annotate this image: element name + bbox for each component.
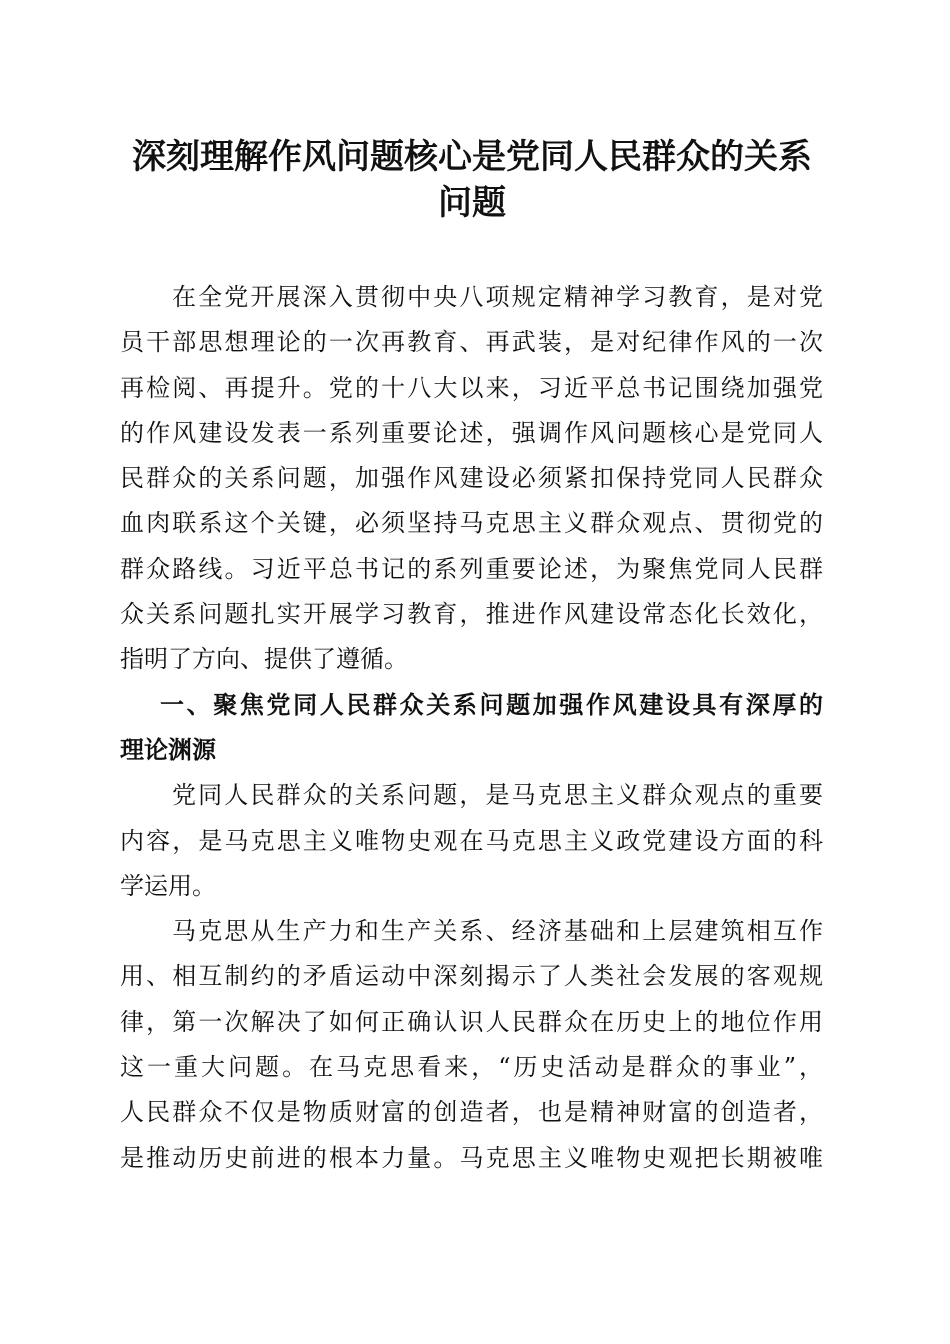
text-line: 学运用。	[120, 871, 216, 900]
text-line: 员干部思想理论的一次再教育、再武装，是对纪律作风的一次	[120, 328, 823, 357]
text-line: 一、聚焦党同人民群众关系问题加强作风建设具有深厚的	[160, 690, 823, 719]
text-line: 人民群众不仅是物质财富的创造者，也是精神财富的创造者，	[120, 1098, 823, 1127]
text-line: 众关系问题扎实开展学习教育，推进作风建设常态化长效化，	[120, 600, 823, 629]
paragraph	[120, 773, 823, 909]
text-line: 用、相互制约的矛盾运动中深刻揭示了人类社会发展的客观规	[120, 962, 823, 991]
text-line: 理论渊源	[120, 735, 216, 764]
document-body	[120, 275, 823, 1181]
section-heading	[120, 683, 823, 774]
text-line: 内容，是马克思主义唯物史观在马克思主义政党建设方面的科	[120, 826, 823, 855]
text-line: 民群众的关系问题，加强作风建设必须紧扣保持党同人民群众	[120, 464, 823, 493]
text-line: 马克思从生产力和生产关系、经济基础和上层建筑相互作	[172, 917, 823, 946]
text-line: 在全党开展深入贯彻中央八项规定精神学习教育，是对党	[172, 283, 823, 311]
paragraph	[120, 275, 823, 683]
text-line: 再检阅、再提升。党的十八大以来，习近平总书记围绕加强党	[120, 373, 823, 402]
title-line-1: 深刻理解作风问题核心是党同人民群众的关系	[132, 137, 812, 177]
paragraph	[120, 909, 823, 1181]
text-line: 律，第一次解决了如何正确认识人民群众在历史上的地位作用	[120, 1007, 823, 1036]
text-line: 的作风建设发表一系列重要论述，强调作风问题核心是党同人	[120, 418, 823, 447]
text-line: 这一重大问题。在马克思看来，“历史活动是群众的事业”，	[120, 1053, 823, 1082]
text-line: 党同人民群众的关系问题，是马克思主义群众观点的重要	[172, 781, 823, 810]
title-line-2: 问题	[438, 183, 506, 223]
text-line: 血肉联系这个关键，必须坚持马克思主义群众观点、贯彻党的	[120, 509, 823, 538]
text-line: 群众路线。习近平总书记的系列重要论述，为聚焦党同人民群	[120, 554, 823, 583]
text-line: 指明了方向、提供了遵循。	[120, 645, 408, 674]
document-title	[110, 134, 834, 226]
text-line: 是推动历史前进的根本力量。马克思主义唯物史观把长期被唯	[120, 1143, 823, 1172]
